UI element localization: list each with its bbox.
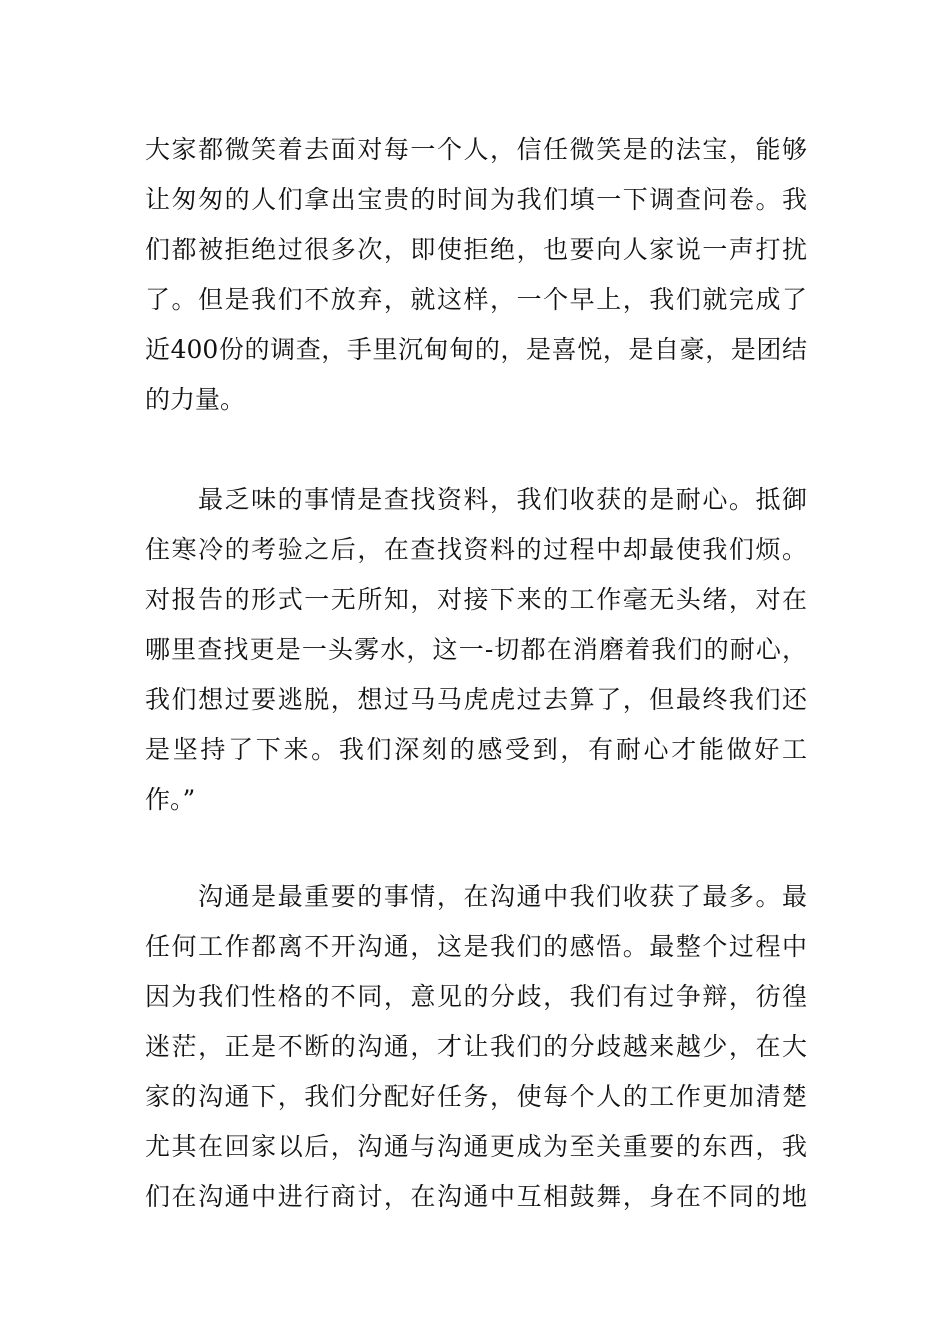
paragraph-3-line-1: 沟通是最重要的事情，在沟通中我们收获了最多。最	[198, 882, 807, 911]
paragraph-2-line-2: 住寒冷的考验之后，在查找资料的过程中却最使我们烦。	[145, 535, 807, 564]
paragraph-2-line-1: 最乏味的事情是查找资料，我们收获的是耐心。抵御	[198, 485, 807, 514]
paragraph-1-line-1: 大家都微笑着去面对每一个人，信任微笑是的法宝，能够	[145, 135, 807, 164]
paragraph-2-line-7: 作。”	[145, 785, 196, 814]
paragraph-3-line-3: 因为我们性格的不同，意见的分歧，我们有过争辩，彷徨	[145, 982, 807, 1011]
paragraph-1-line-4: 了。但是我们不放弃，就这样，一个早上，我们就完成了	[145, 285, 807, 314]
paragraph-2-line-5: 我们想过要逃脱，想过马马虎虎过去算了，但最终我们还	[145, 685, 807, 714]
paragraph-2-line-6: 是坚持了下来。我们深刻的感受到，有耐心才能做好工	[145, 735, 807, 764]
paragraph-1-line-5: 近400份的调查，手里沉甸甸的，是喜悦，是自豪，是团结	[145, 335, 807, 364]
paragraph-3-line-6: 尤其在回家以后，沟通与沟通更成为至关重要的东西，我	[145, 1132, 807, 1161]
paragraph-3-line-7: 们在沟通中进行商讨，在沟通中互相鼓舞，身在不同的地	[145, 1182, 807, 1211]
paragraph-2-line-4: 哪里查找更是一头雾水，这一-切都在消磨着我们的耐心，	[145, 635, 807, 664]
paragraph-1-line-6: 的力量。	[145, 385, 246, 414]
paragraph-3-line-2: 任何工作都离不开沟通，这是我们的感悟。最整个过程中	[145, 932, 807, 961]
paragraph-1-line-2: 让匆匆的人们拿出宝贵的时间为我们填一下调查问卷。我	[145, 185, 807, 214]
paragraph-3-line-4: 迷茫，正是不断的沟通，才让我们的分歧越来越少，在大	[145, 1032, 807, 1061]
paragraph-3-line-5: 家的沟通下，我们分配好任务，使每个人的工作更加清楚	[145, 1082, 807, 1111]
paragraph-2-line-3: 对报告的形式一无所知，对接下来的工作毫无头绪，对在	[145, 585, 807, 614]
paragraph-1-line-3: 们都被拒绝过很多次，即使拒绝，也要向人家说一声打扰	[145, 235, 807, 264]
